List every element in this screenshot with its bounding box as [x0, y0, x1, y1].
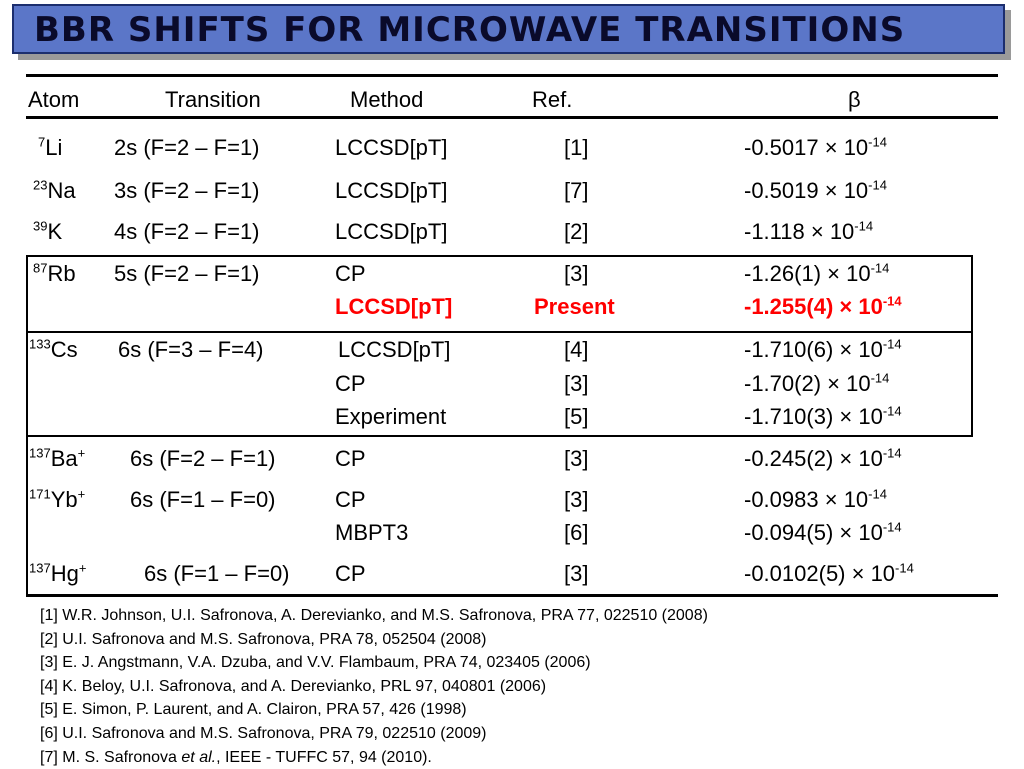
table-bottom-rule — [26, 594, 998, 597]
header-ref: Ref. — [532, 87, 573, 112]
atom-cell: $^{23}$Na — [33, 177, 76, 203]
ref-cell: [4] — [564, 337, 589, 362]
reference-item: [7] M. S. Safronova et al., IEEE - TUFFC 57, 94 (2010). — [40, 748, 432, 766]
method-cell: MBPT3 — [335, 520, 409, 545]
beta-cell: $-0.094(5) \times 10^{-14}$ — [744, 519, 902, 545]
group-separator-rb — [26, 255, 973, 257]
atom-cell: $^{137}$Hg+ — [29, 560, 87, 586]
atom-cell: $^{171}$Yb+ — [29, 486, 86, 512]
method-cell: LCCSD[pT] — [338, 337, 451, 362]
atom-cell: $^{137}$Ba+ — [29, 445, 86, 471]
beta-cell: $-1.70(2) \times 10^{-14}$ — [744, 370, 890, 396]
beta-cell: $-0.245(2) \times 10^{-14}$ — [744, 445, 902, 471]
method-cell: CP — [335, 487, 366, 512]
reference-item: [3] E. J. Angstmann, V.A. Dzuba, and V.V. Flambaum, PRA 74, 023405 (2006) — [40, 654, 591, 672]
method-cell: LCCSD[pT] — [335, 219, 448, 244]
beta-cell: $-1.26(1) \times 10^{-14}$ — [744, 260, 890, 286]
beta-cell: $-0.0983 \times 10^{-14}$ — [744, 486, 887, 512]
beta-cell: $-1.710(3) \times 10^{-14}$ — [744, 403, 902, 429]
ref-cell: [3] — [564, 487, 589, 512]
method-cell: Experiment — [335, 404, 447, 429]
method-cell: LCCSD[pT] — [335, 294, 453, 319]
table-top-rule — [26, 74, 998, 77]
beta-cell: $-1.255(4) \times 10^{-14}$ — [744, 293, 902, 319]
atom-cell: $^7$Li — [38, 134, 63, 160]
transition-cell: 5s (F=2 – F=1) — [114, 261, 260, 286]
ref-cell: [3] — [564, 561, 589, 586]
ref-cell: [2] — [564, 219, 589, 244]
atom-cell: $^{133}$Cs — [29, 336, 78, 362]
header-atom: Atom — [28, 87, 80, 112]
method-cell: CP — [335, 561, 366, 586]
transition-cell: 2s (F=2 – F=1) — [114, 135, 260, 160]
atom-cell: $^{87}$Rb — [33, 260, 76, 286]
ref-cell: [7] — [564, 178, 589, 203]
transition-cell: 4s (F=2 – F=1) — [114, 219, 260, 244]
reference-item: [5] E. Simon, P. Laurent, and A. Clairon, PRA 57, 426 (1998) — [40, 701, 467, 719]
method-cell: CP — [335, 446, 366, 471]
method-cell: LCCSD[pT] — [335, 178, 448, 203]
group-separator-ba — [26, 435, 973, 437]
method-cell: CP — [335, 261, 366, 286]
header-beta: β — [848, 87, 861, 112]
group-separator-cs — [26, 331, 973, 333]
header-bottom-rule — [26, 116, 998, 119]
transition-cell: 6s (F=2 – F=1) — [130, 446, 276, 471]
ref-cell: [6] — [564, 520, 589, 545]
beta-cell: $-1.710(6) \times 10^{-14}$ — [744, 336, 902, 362]
table-left-rule — [26, 255, 28, 594]
header-transition: Transition — [165, 87, 261, 112]
method-cell: LCCSD[pT] — [335, 135, 448, 160]
reference-item: [4] K. Beloy, U.I. Safronova, and A. Derevianko, PRL 97, 040801 (2006) — [40, 677, 547, 695]
transition-cell: 6s (F=1 – F=0) — [144, 561, 290, 586]
beta-cell: $-1.118 \times 10^{-14}$ — [744, 218, 874, 244]
transition-cell: 3s (F=2 – F=1) — [114, 178, 260, 203]
ref-cell: [3] — [564, 371, 589, 396]
atom-cell: $^{39}$K — [33, 218, 63, 244]
reference-list — [40, 604, 708, 769]
reference-item: [6] U.I. Safronova and M.S. Safronova, PRA 79, 022510 (2009) — [40, 724, 487, 742]
page-title: BBR SHIFTS FOR MICROWAVE TRANSITIONS — [34, 10, 906, 50]
beta-cell: $-0.0102(5) \times 10^{-14}$ — [744, 560, 914, 586]
reference-item: [1] W.R. Johnson, U.I. Safronova, A. Derevianko, and M.S. Safronova, PRA 77, 022510 (2008) — [40, 607, 708, 624]
ref-cell: [5] — [564, 404, 589, 429]
ref-cell: Present — [534, 294, 615, 319]
beta-cell: $-0.5019 \times 10^{-14}$ — [744, 177, 887, 203]
title-banner — [12, 4, 1005, 54]
table-right-rule — [971, 255, 973, 435]
transition-cell: 6s (F=3 – F=4) — [118, 337, 264, 362]
beta-cell: $-0.5017 \times 10^{-14}$ — [744, 134, 887, 160]
ref-cell: [3] — [564, 261, 589, 286]
method-cell: CP — [335, 371, 366, 396]
ref-cell: [1] — [564, 135, 589, 160]
ref-cell: [3] — [564, 446, 589, 471]
header-method: Method — [350, 87, 424, 112]
reference-item: [2] U.I. Safronova and M.S. Safronova, PRA 78, 052504 (2008) — [40, 630, 487, 648]
transition-cell: 6s (F=1 – F=0) — [130, 487, 276, 512]
